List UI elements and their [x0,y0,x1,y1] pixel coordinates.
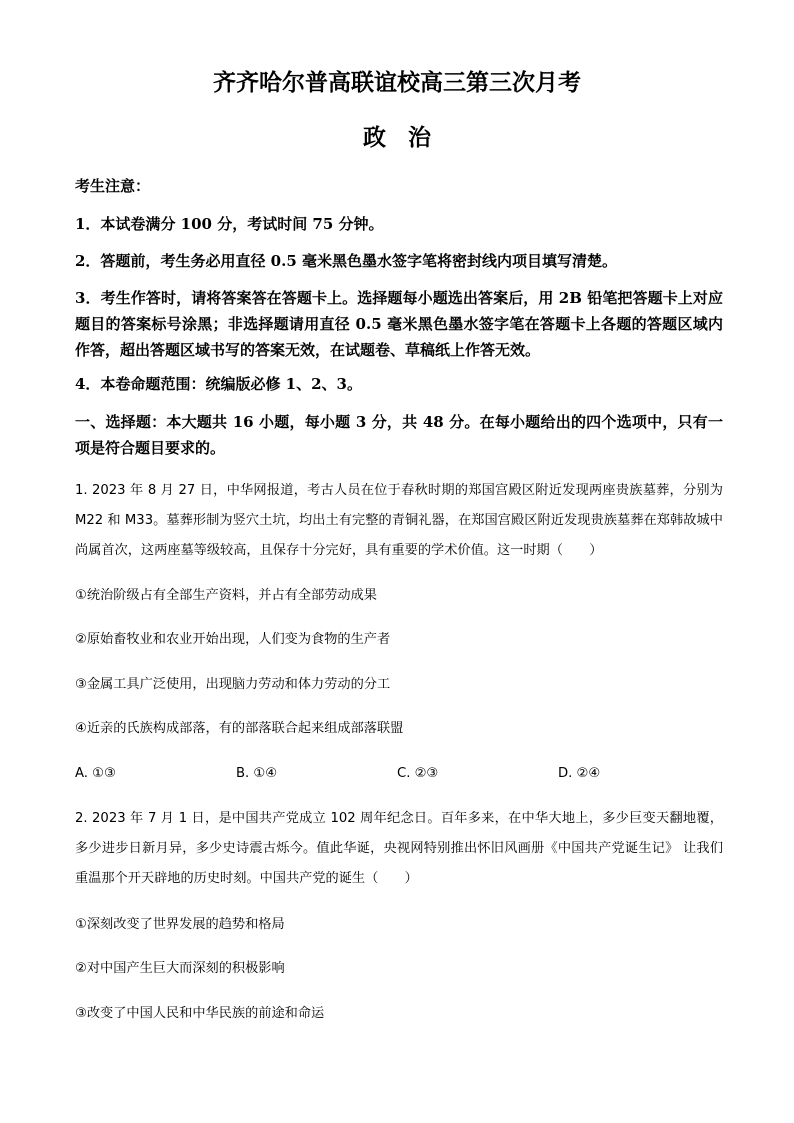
question-statement: ③改变了中国人民和中华民族的前途和命运 [75,1006,325,1021]
subject-title: 政治 [363,124,453,151]
exam-title: 齐齐哈尔普高联谊校高三第三次月考 [213,69,581,96]
notice-item: 3．考生作答时，请将答案答在答题卡上。选择题每小题选出答案后，用 2B 铅笔把答题卡上对应题目的答案标号涂黑；非选择题请用直径 0.5 毫米黑色墨水签字笔在答题卡上各题的答题区域内作答，超出答题区域书写的答案无效，在试题卷、草稿纸上作答无效。 [75,289,723,359]
answer-option-b: B. ①④ [236,766,278,781]
notice-item: 2．答题前，考生务必用直径 0.5 毫米黑色墨水签字笔将密封线内项目填写清楚。 [75,252,617,270]
notice-heading: 考生注意： [75,177,151,195]
question-stem: 2. 2023 年 7 月 1 日，是中国共产党成立 102 周年纪念日。百年多来，在中华大地上，多少巨变天翻地覆，多少进步日新月异，多少史诗震古烁今。值此华诞，央视网特别推出怀旧风画册《中国共产党诞生记》 让我们重温那个开天辟地的历史时刻。中国共产党的诞生（ ） [75,811,723,886]
question-statement: ②原始畜牧业和农业开始出现，人们变为食物的生产者 [75,632,391,647]
question-statement: ④近亲的氏族构成部落，有的部落联合起来组成部落联盟 [75,721,404,736]
question-statement: ②对中国产生巨大而深刻的积极影响 [75,961,285,976]
answer-option-d: D. ②④ [558,766,601,781]
answer-option-a: A. ①③ [75,766,116,781]
question-statement: ①深刻改变了世界发展的趋势和格局 [75,917,285,932]
question-statement: ①统治阶级占有全部生产资料，并占有全部劳动成果 [75,588,377,603]
section-heading: 一、选择题：本大题共 16 小题，每小题 3 分，共 48 分。在每小题给出的四个选项中，只有一项是符合题目要求的。 [75,413,723,457]
question-statement: ③金属工具广泛使用，出现脑力劳动和体力劳动的分工 [75,677,391,692]
question-stem: 1. 2023 年 8 月 27 日，中华网报道，考古人员在位于春秋时期的郑国宫殿区附近发现两座贵族墓葬，分别为 M22 和 M33。墓葬形制为竖穴土坑，均出土有完整的青铜礼器，在郑国宫殿区附近发现贵族墓葬在郑韩故城中尚属首次，这两座墓等级较高，且保存十分完好，具有重要的学术价值。这一时期（ ） [75,483,723,558]
notice-item: 4．本卷命题范围：统编版必修 1、2、3。 [75,375,362,393]
notice-item: 1．本试卷满分 100 分，考试时间 75 分钟。 [75,215,384,233]
answer-option-c: C. ②③ [397,766,439,781]
